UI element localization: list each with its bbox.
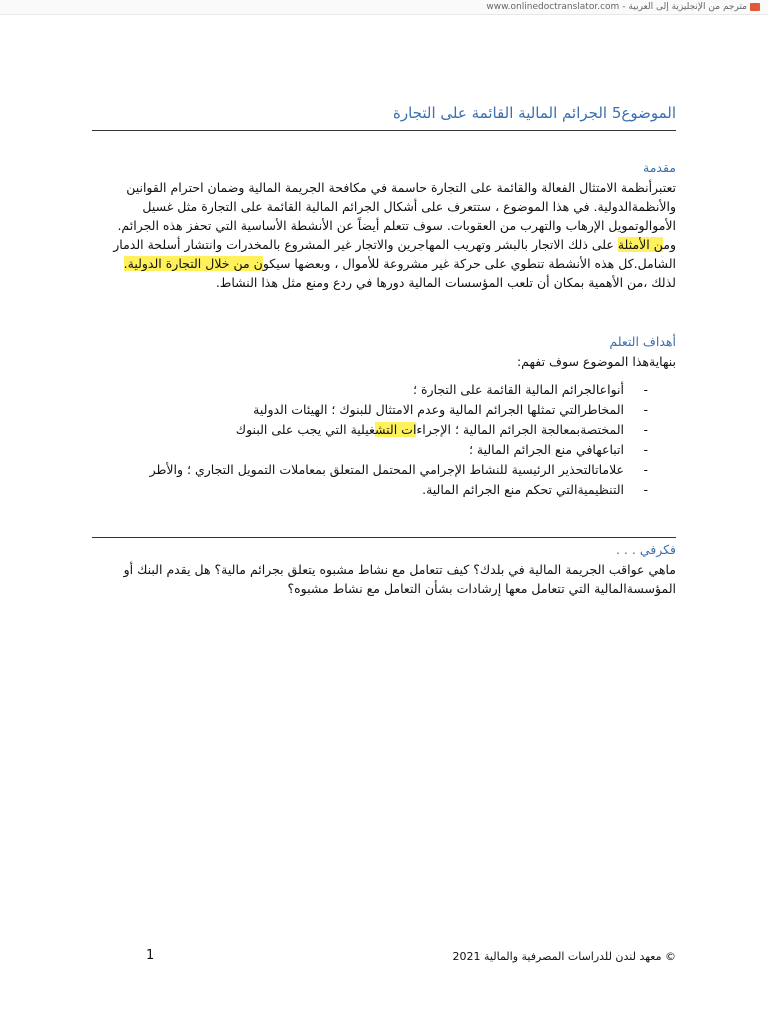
list-item-text: أنواعالجرائم المالية القائمة على التجارة ؛ <box>413 382 624 397</box>
intro-paragraph <box>90 178 676 292</box>
intro-line-text: الشامل.كل هذه الأنشطة تنطوي على حركة غير مشروعة للأموال ، وبعضها سيكو <box>262 256 676 271</box>
intro-line: الأموالوتمويل الإرهاب والتهرب من العقوبات. سوف تتعلم أيضاً عن الأنشطة الأساسية التي تحفز هذه الجرائم. <box>117 218 676 233</box>
objectives-heading: أهداف التعلم <box>609 334 676 349</box>
page-number: 1 <box>146 948 155 963</box>
reflection-divider <box>92 537 676 538</box>
reflection-line: المؤسسةالمالية التي تتعامل معها إرشادات بشأن التعامل مع نشاط مشبوه؟ <box>287 581 676 596</box>
list-item <box>100 460 676 480</box>
translator-banner[interactable] <box>0 0 768 15</box>
list-item <box>100 380 676 400</box>
intro-line <box>90 235 676 254</box>
objectives-list <box>100 380 676 500</box>
intro-heading: مقدمة <box>643 160 676 175</box>
list-item-text: غيلية التي يجب على البنوك <box>235 422 375 437</box>
translator-separator: - <box>622 2 626 12</box>
footer-copyright: © معهد لندن للدراسات المصرفية والمالية 2021 <box>452 950 676 963</box>
list-dash: - <box>643 422 648 437</box>
list-item <box>100 480 676 500</box>
page-title: الموضوع5 الجرائم المالية القائمة على التجارة <box>393 104 676 122</box>
list-item-text: المخاطرالتي تمثلها الجرائم المالية وعدم الامتثال للبنوك ؛ الهيئات الدولية <box>253 402 624 417</box>
list-dash: - <box>643 462 648 477</box>
list-item <box>100 420 676 440</box>
translator-url[interactable]: www.onlinedoctranslator.com <box>486 2 620 12</box>
intro-line-text: وم <box>663 237 676 252</box>
list-item <box>100 400 676 420</box>
reflection-heading: فكرفي . . . <box>615 542 676 557</box>
list-dash: - <box>643 382 648 397</box>
list-item-text: اتباعهافي منع الجرائم المالية ؛ <box>468 442 624 457</box>
highlighted-text: ات التش <box>375 422 417 437</box>
list-dash: - <box>643 482 648 497</box>
intro-line: لذلك ،من الأهمية بمكان أن تلعب المؤسسات المالية دورها في ردع ومنع مثل هذا النشاط. <box>215 275 676 290</box>
translator-logo-icon <box>750 3 760 11</box>
list-dash: - <box>643 442 648 457</box>
list-item <box>100 440 676 460</box>
list-item-text: المختصةبمعالجة الجرائم المالية ؛ الإجراء <box>416 422 624 437</box>
highlighted-text: ن الأمثلة <box>617 237 664 252</box>
title-divider <box>92 130 676 131</box>
reflection-line: ماهي عواقب الجريمة المالية في بلدك؟ كيف تتعامل مع نشاط مشبوه يتعلق بجرائم مالية؟ هل يقدم البنك أو <box>123 562 676 577</box>
reflection-paragraph <box>90 560 676 598</box>
list-item-text: التنظيميةالتي تحكم منع الجرائم المالية. <box>422 482 624 497</box>
list-dash: - <box>643 402 648 417</box>
intro-line: والأنظمةالدولية. في هذا الموضوع ، ستتعرف على أشكال الجرائم المالية القائمة على التجارة مثل غسيل <box>142 199 676 214</box>
list-item-text: علاماتالتحذير الرئيسية للنشاط الإجرامي المحتمل المتعلق بمعاملات التمويل التجاري ؛ والأطر <box>149 462 624 477</box>
intro-line-text: على ذلك الاتجار بالبشر وتهريب المهاجرين والاتجار غير المشروع بالمخدرات وانتشار أسلحة الدمار <box>113 237 618 252</box>
intro-line: تعتبرأنظمة الامتثال الفعالة والقائمة على التجارة حاسمة في مكافحة الجريمة المالية وضمان احترام القوانين <box>126 180 676 195</box>
translator-label[interactable]: مترجم من الإنجليزية إلى العربية <box>628 2 747 12</box>
objectives-lead: بنهايةهذا الموضوع سوف تفهم: <box>516 354 676 369</box>
intro-line <box>90 254 676 273</box>
highlighted-text: ن من خلال التجارة الدولية. <box>123 256 263 271</box>
